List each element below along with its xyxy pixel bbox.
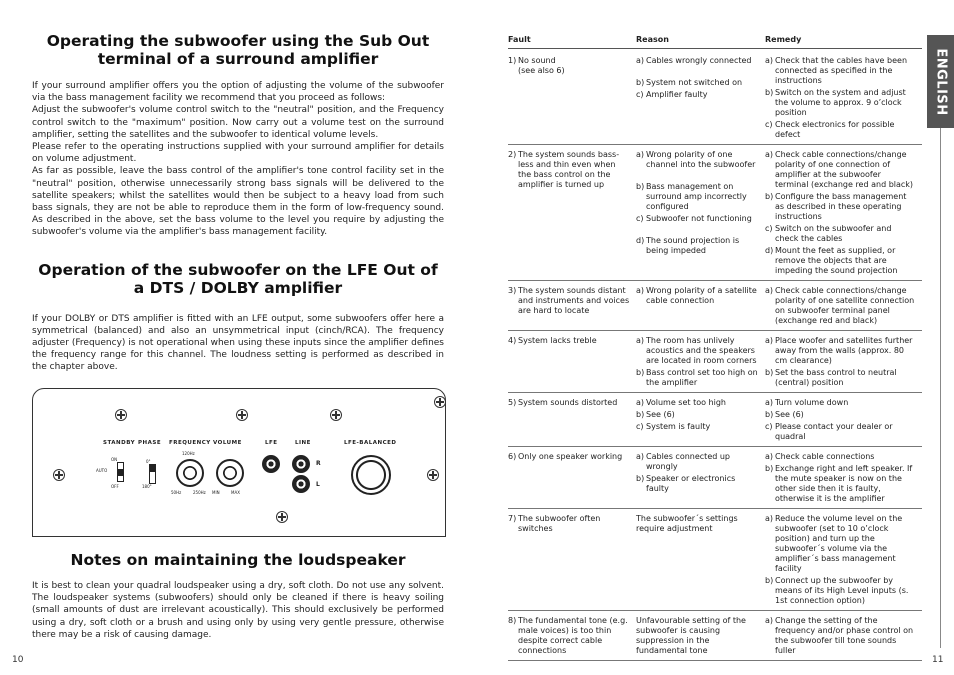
item-text: System sounds distorted [518,398,618,407]
label-auto: AUTO [96,468,108,473]
paragraph-intro: If your surround amplifier offers you the option of adjusting the volume of the subwoofer via the bass management facility we recommend that you proceed as follows: [32,81,444,104]
screw-icon [276,511,288,523]
list-item [508,452,632,464]
item-text: Switch on the system and adjust the volume to approx. 9 o’clock position [775,88,906,117]
list-item [508,336,632,348]
list-item [765,452,918,464]
remedy-cell [765,611,922,661]
paragraph-bass-control: As far as possible, leave the bass control of the amplifier's tone control facility set in the "neutral" position, otherwise unnecessarily strong bass signals will be delivered to the satellite speakers; whilst the satellites would then be subject to a heavy load from such bass signals, they are not be able to reproduce them in the form of low-frequency sound. As described in the above, set the bass volume to the level you require by adjusting the subwoofer's volume via the amplifier's bass management facility. [32,166,444,238]
item-letter: c) [765,422,773,431]
table-row [508,281,922,331]
screw-icon [115,409,127,421]
item-letter: c) [636,90,644,99]
item-letter: b) [636,368,645,377]
screw-icon [53,469,65,481]
label-250hz: 250Hz [193,490,206,495]
item-text: Cables connected up wrongly [646,452,731,471]
maintenance-section [32,551,444,641]
item-letter: d) [765,246,774,255]
heading-sub-out: Operating the subwoofer using the Sub Out terminal of a surround amplifier [46,32,430,68]
reason-cell [636,281,765,331]
list-item [636,286,761,308]
item-letter: b) [636,182,645,191]
list-item [765,616,918,658]
list-item [636,368,761,390]
item-text: Bass management on surround amp incorrectly configured [646,182,747,211]
item-text: Subwoofer not functioning [646,214,752,223]
item-letter: c) [636,214,644,223]
frequency-knob[interactable] [176,459,204,487]
item-letter: a) [636,150,645,159]
item-text: Wrong polarity of a satellite cable connection [646,286,757,305]
item-text: Configure the bass management as described in these operating instructions [775,192,907,221]
remedy-cell [765,393,922,447]
table-row [508,447,922,509]
paragraph-refer: Please refer to the operating instructions supplied with your surround amplifier for details on volume adjustment. [32,142,444,165]
list-item [636,90,761,102]
item-text: Amplifier faulty [646,90,708,99]
troubleshooting-table [508,33,922,661]
item-text: Change the setting of the frequency and/or phase control on the subwoofer till tone sounds fuller [775,616,914,655]
list-item [636,150,761,172]
item-text: Check that the cables have been connected as specified in the instructions [775,56,908,85]
list-item [765,398,918,410]
label-on: ON [111,457,118,462]
list-item [765,368,918,390]
item-text: Connect up the subwoofer by means of its High Level inputs (s. 1st connection option) [775,576,909,605]
list-item [636,474,761,496]
language-label: ENGLISH [933,47,948,116]
item-letter: b) [636,410,645,419]
item-text: Place woofer and satellites further away from the walls (approx. 80 cm clearance) [775,336,913,365]
item-text: Check electronics for possible defect [775,120,895,139]
reason-cell [636,331,765,393]
item-letter: a) [636,336,645,345]
item-letter: b) [765,410,774,419]
label-l: L [316,481,320,488]
item-letter: a) [765,616,774,625]
list-item [636,56,761,68]
item-text: Switch on the subwoofer and check the cables [775,224,892,243]
list-item [765,192,918,224]
fault-cell [508,331,636,393]
item-text: System not switched on [646,78,743,87]
list-item [636,336,761,368]
screw-icon [236,409,248,421]
list-item [508,514,632,536]
item-letter: c) [765,120,773,129]
label-50hz: 50Hz [171,490,182,495]
xlr-balanced-input[interactable] [351,455,391,495]
list-item [765,120,918,142]
item-text: The system sounds bass-less and thin even when the bass control on the amplifier is turned up [518,150,620,189]
side-rule [940,128,941,648]
item-letter: a) [765,336,774,345]
reason-cell [636,509,765,611]
item-letter: d) [636,236,645,245]
item-text: Reduce the volume level on the subwoofer (set to 10 o’clock position) and turn up the subwoofer´s volume via the amplifier´s bass management facility [775,514,903,573]
item-letter: a) [765,398,774,407]
list-item [765,576,918,608]
item-letter: 3) [508,286,517,295]
item-text: System lacks treble [518,336,597,345]
item-letter: c) [765,224,773,233]
standby-switch[interactable] [117,462,124,482]
list-item [765,246,918,278]
fault-cell [508,281,636,331]
item-letter: c) [636,422,644,431]
item-text: See (6) [646,410,675,419]
list-item [636,398,761,410]
remedy-cell [765,509,922,611]
volume-knob[interactable] [216,459,244,487]
screw-icon [427,469,439,481]
item-letter: a) [765,514,774,523]
reason-cell [636,611,765,661]
list-item [508,56,632,78]
rear-panel-illustration [32,388,446,537]
remedy-cell [765,281,922,331]
item-letter: 7) [508,514,517,523]
item-text: The subwoofer often switches [518,514,601,533]
fault-cell [508,393,636,447]
label-phase-180: 180° [142,484,152,489]
heading-lfe-out: Operation of the subwoofer on the LFE Out of a DTS / DOLBY amplifier [38,260,438,297]
label-standby: STANDBY [103,440,136,446]
label-line: LINE [295,440,311,446]
label-off: OFF [111,484,119,489]
language-tab [927,35,954,128]
label-phase-0: 0° [146,459,151,464]
list-item [636,78,761,90]
paragraph-maintenance: It is best to clean your quadral loudspeaker using a dry, soft cloth. Do not use any solvent. The loudspeaker systems (subwoofers) should only be cleaned if there is heavy soiling (small amounts of dust are irrelevant acoustically). This should exclusively be performed using a dry, soft cloth or a brush and using only by using very gentle pressure, otherwise there may be a risk of causing damage. [32,581,444,640]
fault-cell [508,509,636,611]
screw-icon [330,409,342,421]
item-text: System is faulty [646,422,711,431]
item-text: The room has unlively acoustics and the speakers are located in room corners [646,336,757,365]
item-letter: a) [765,286,774,295]
list-item [508,616,632,658]
list-item [765,286,918,328]
table-row [508,51,922,145]
item-text: No sound (see also 6) [518,56,565,75]
item-letter: b) [765,192,774,201]
label-phase: PHASE [138,440,162,446]
item-letter: 2) [508,150,517,159]
list-item [636,452,761,474]
item-letter: a) [636,452,645,461]
item-text: Check cable connections/change polarity of one satellite connection on subwoofer terminal panel (exchange red and black) [775,286,915,325]
list-item [508,286,632,318]
item-letter: b) [636,474,645,483]
list-item [765,514,918,576]
remedy-cell [765,331,922,393]
table-row [508,611,922,661]
list-item [765,422,918,444]
paragraph-lfe: If your DOLBY or DTS amplifier is fitted with an LFE output, some subwoofers offer here a symmetrical (balanced) and also an unsymmetrical input (cinch/RCA). The frequency adjuster (Frequency) is not operational when using these inputs since the amplifier defines the frequency range for this channel. The loudness setting is performed as described in the chapter above. [32,313,444,373]
remedy-cell [765,145,922,281]
list-item [765,150,918,192]
table-row [508,145,922,281]
line-right-jack[interactable] [292,455,310,473]
item-letter: b) [636,78,645,87]
item-letter: 8) [508,616,517,625]
list-item [765,88,918,120]
item-text: Wrong polarity of one channel into the subwoofer [646,150,756,169]
label-frequency: FREQUENCY [169,440,211,446]
list-item [636,422,761,434]
item-text: Only one speaker working [518,452,623,461]
item-text: Bass control set too high on the amplifier [646,368,758,387]
item-letter: a) [765,150,774,159]
list-item [508,150,632,192]
table-row [508,393,922,447]
item-letter: a) [765,56,774,65]
label-min: MIN [212,490,220,495]
list-item [636,182,761,214]
header-remedy: Remedy [765,35,802,44]
item-letter: b) [765,576,774,585]
list-item [765,336,918,368]
item-text: Unfavourable setting of the subwoofer is causing suppression in the fundamental tone [636,616,746,655]
label-volume: VOLUME [213,440,242,446]
label-max: MAX [231,490,240,495]
page-number-left: 10 [12,655,24,665]
item-letter: 4) [508,336,517,345]
header-reason: Reason [636,35,669,44]
item-text: Turn volume down [775,398,849,407]
item-letter: b) [765,464,774,473]
item-text: The system sounds distant and instruments and voices are hard to locate [518,286,630,315]
label-lfe: LFE [265,440,278,446]
left-page [32,32,444,374]
item-letter: b) [765,88,774,97]
screw-icon [434,396,446,408]
item-text: The sound projection is being impeded [646,236,740,255]
paragraph-adjust: Adjust the subwoofer's volume control switch to the "neutral" position, and the Frequency control switch to the "maximum" position. Now carry out a volume test on the surround amplifier, setting the satellites and the subwoofer to identical volume levels. [32,105,444,140]
label-120hz: 120Hz [182,451,195,456]
reason-cell [636,51,765,145]
line-left-jack[interactable] [292,475,310,493]
item-letter: a) [636,398,645,407]
item-text: See (6) [775,410,804,419]
fault-cell [508,145,636,281]
list-item [636,214,761,226]
table-row [508,331,922,393]
reason-cell [636,393,765,447]
list-item [636,616,761,658]
label-lfe-balanced: LFE-BALANCED [344,440,397,446]
fault-cell [508,447,636,509]
list-item [765,410,918,422]
item-text: Please contact your dealer or quadral [775,422,893,441]
item-text: The fundamental tone (e.g. male voices) is too thin despite correct cable connections [518,616,628,655]
item-text: Exchange right and left speaker. If the mute speaker is now on the other side then it is faulty, otherwise it is the amplifier [775,464,913,503]
list-item [636,236,761,258]
reason-cell [636,447,765,509]
reason-cell [636,145,765,281]
heading-maintenance: Notes on maintaining the loudspeaker [70,551,406,569]
item-text: Speaker or electronics faulty [646,474,736,493]
item-text: Cables wrongly connected [646,56,752,65]
list-item [765,224,918,246]
fault-cell [508,611,636,661]
item-letter: 6) [508,452,517,461]
item-letter: b) [765,368,774,377]
item-letter: a) [765,452,774,461]
list-item [765,56,918,88]
item-text: Volume set too high [646,398,726,407]
item-text: The subwoofer´s settings require adjustment [636,514,738,533]
list-item [636,514,761,536]
list-item [765,464,918,506]
remedy-cell [765,447,922,509]
list-item [636,410,761,422]
header-fault: Fault [508,35,531,44]
fault-cell [508,51,636,145]
item-text: Check cable connections/change polarity of one connection of amplifier at the subwoofer terminal (exchange red and black) [775,150,914,189]
remedy-cell [765,51,922,145]
label-r: R [316,460,321,467]
item-text: Mount the feet as supplied, or remove the objects that are impeding the sound projection [775,246,898,275]
list-item [508,398,632,410]
item-letter: 5) [508,398,517,407]
item-letter: 1) [508,56,517,65]
item-text: Set the bass control to neutral (central) position [775,368,897,387]
phase-switch[interactable] [149,464,156,484]
page-number-right: 11 [932,655,944,665]
item-letter: a) [636,56,645,65]
item-letter: a) [636,286,645,295]
item-text: Check cable connections [775,452,875,461]
table-row [508,509,922,611]
lfe-jack[interactable] [262,455,280,473]
